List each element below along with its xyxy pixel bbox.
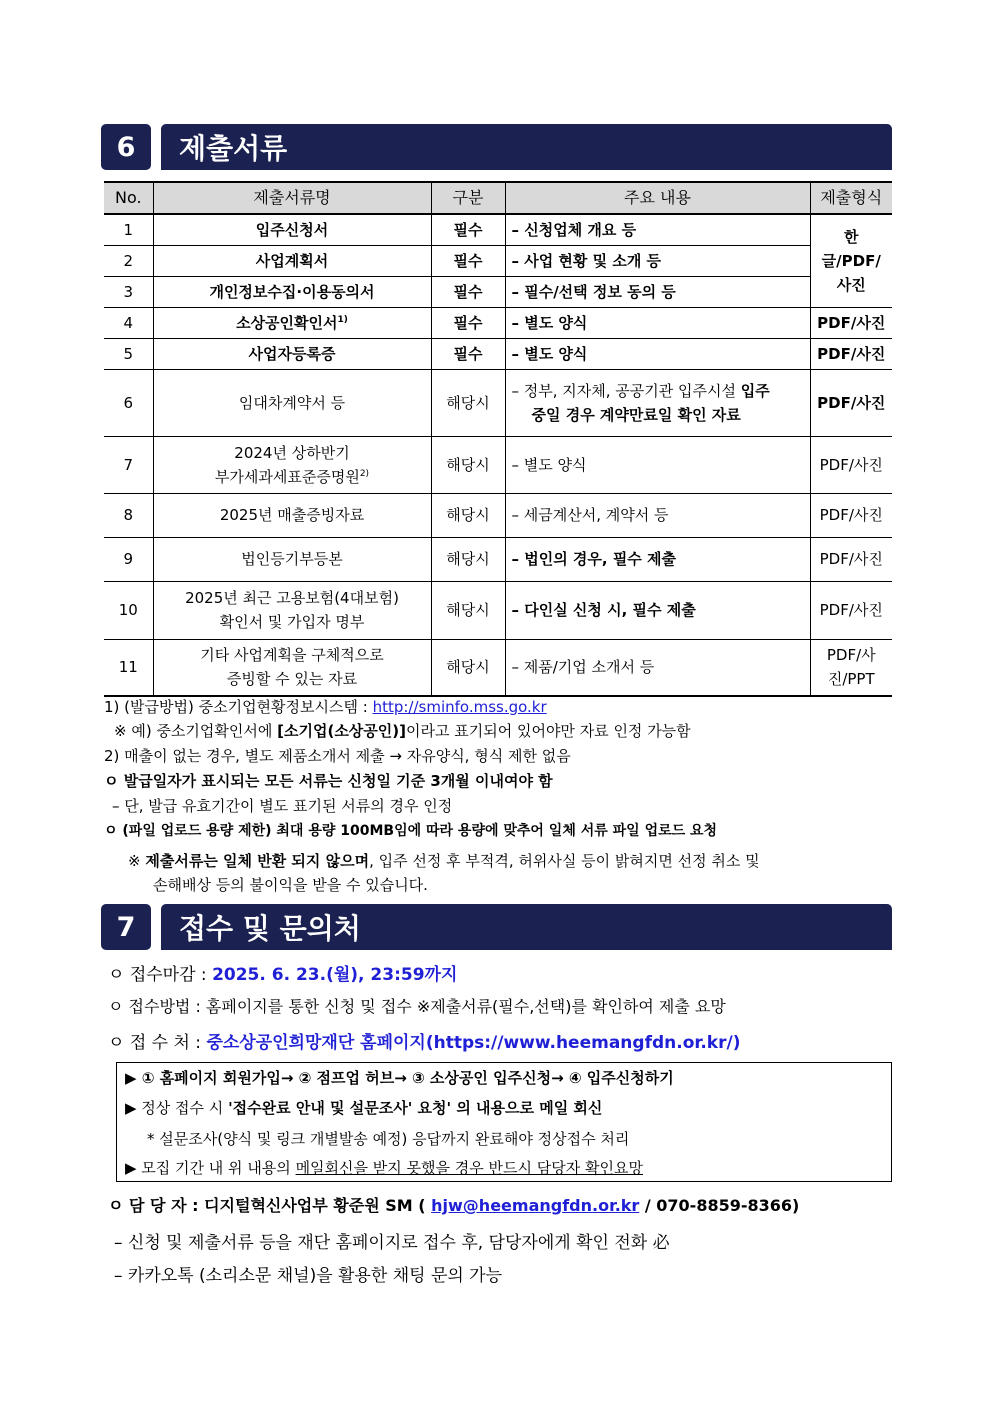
note-no-return-line-2: 손해배상 등의 불이익을 받을 수 있습니다. [153, 876, 428, 894]
cell-format: PDF/사진 [810, 436, 892, 493]
example-bold: [소기업(소상공인)] [277, 722, 406, 740]
cell-content: – 사업 현황 및 소개 등 [505, 245, 810, 276]
deadline-label: ㅇ 접수마감 : [108, 965, 213, 985]
reply-line [125, 1097, 602, 1118]
section-6-title: 제출서류 [161, 124, 892, 170]
contact-phone: / 070-8859-8366) [639, 1196, 800, 1215]
cell-no: 3 [104, 276, 153, 307]
cell-content: – 별도 양식 [505, 436, 810, 493]
cell-doc-name [153, 639, 431, 696]
header-type: 구분 [431, 182, 505, 214]
cell-doc-name [153, 436, 431, 493]
format-text: 한글/PDF/사진 [821, 227, 881, 294]
format-text: PDF/사진/PPT [826, 646, 876, 689]
cell-content [505, 369, 810, 436]
footnote-ref: 1) [337, 314, 348, 325]
doc-name-text: 부가세과세표준증명원 [214, 467, 360, 486]
note-rest: , 입주 선정 후 부적격, 허위사실 등이 밝혀지면 선정 취소 및 [369, 852, 760, 870]
cell-content: – 세금계산서, 계약서 등 [505, 493, 810, 537]
cell-doc-name: 사업자등록증 [153, 338, 431, 369]
cell-content: – 제품/기업 소개서 등 [505, 639, 810, 696]
note-bold: 제출서류는 일체 반환 되지 않으며 [145, 852, 370, 870]
cell-doc-name [153, 307, 431, 338]
warning-underlined: 메일회신을 받지 못했을 경우 반드시 담당자 확인요망 [295, 1159, 643, 1177]
cell-format: PDF/사진 [810, 493, 892, 537]
cell-type: 해당시 [431, 537, 505, 581]
cell-content: – 신청업체 개요 등 [505, 214, 810, 245]
cell-doc-name: 입주신청서 [153, 214, 431, 245]
cell-no: 6 [104, 369, 153, 436]
table-row [104, 436, 892, 493]
submission-documents-table [104, 181, 892, 697]
note-upload-limit: ㅇ (파일 업로드 용량 제한) 최대 용량 100MB임에 따라 용량에 맞추어 일체 서류 파일 업로드 요청 [104, 823, 718, 839]
table-row [104, 369, 892, 436]
warning-line [125, 1157, 643, 1178]
deadline-line [108, 960, 457, 985]
cell-type: 필수 [431, 276, 505, 307]
steps-line: ▶ ① 홈페이지 회원가입→ ② 점프업 허브→ ③ 소상공인 입주신청→ ④ 입주신청하기 [125, 1069, 674, 1087]
footnote-2: 2) 매출이 없는 경우, 별도 제품소개서 제출 → 자유양식, 형식 제한 없음 [104, 747, 571, 765]
place-line [108, 1028, 740, 1053]
method-line: ㅇ 접수방법 : 홈페이지를 통한 신청 및 접수 ※제출서류(필수,선택)를 확인하여 제출 요망 [108, 997, 726, 1016]
survey-line: * 설문조사(양식 및 링크 개별발송 예정) 응답까지 완료해야 정상접수 처리 [147, 1130, 630, 1148]
cell-doc-name: 법인등기부등본 [153, 537, 431, 581]
reply-text: ▶ 정상 접수 시 [125, 1099, 229, 1117]
cell-doc-name [153, 581, 431, 639]
contact-line [108, 1193, 799, 1216]
content-line-1 [512, 379, 806, 403]
cell-type: 필수 [431, 214, 505, 245]
table-row [104, 537, 892, 581]
cell-format: PDF/사진 [810, 581, 892, 639]
note-exception: – 단, 발급 유효기간이 별도 표기된 서류의 경우 인정 [112, 797, 453, 815]
header-content: 주요 내용 [505, 182, 810, 214]
cell-type: 필수 [431, 338, 505, 369]
cell-format: PDF/사진 [810, 537, 892, 581]
table-row [104, 338, 892, 369]
note-issue-date: ㅇ 발급일자가 표시되는 모든 서류는 신청일 기준 3개월 이내여야 함 [104, 772, 553, 790]
cell-type: 해당시 [431, 436, 505, 493]
footnote-1 [104, 696, 547, 717]
table-row [104, 307, 892, 338]
cell-format: PDF/사진 [810, 307, 892, 338]
doc-name-line-2: 확인서 및 가입자 명부 [219, 613, 365, 631]
cell-doc-name: 2025년 매출증빙자료 [153, 493, 431, 537]
cell-type: 해당시 [431, 493, 505, 537]
cell-format [810, 214, 892, 307]
cell-doc-name: 임대차계약서 등 [153, 369, 431, 436]
cell-no: 1 [104, 214, 153, 245]
table-row [104, 493, 892, 537]
doc-name-line-1: 기타 사업계획을 구체적으로 [200, 646, 384, 665]
footnote-1-text: 1) (발급방법) 중소기업현황정보시스템 : [104, 698, 373, 716]
doc-name-line-2 [158, 465, 427, 489]
doc-name-line-2: 증빙할 수 있는 자료 [226, 670, 358, 689]
note-mark: ※ [128, 852, 141, 870]
reply-bold: '접수완료 안내 및 설문조사' 요청' 의 내용으로 메일 회신 [228, 1099, 603, 1117]
content-bold: 입주 [740, 381, 770, 400]
header-doc-name: 제출서류명 [153, 182, 431, 214]
place-value[interactable]: 중소상공인희망재단 홈페이지(https://www.heemangfdn.or.kr/) [206, 1033, 741, 1053]
deadline-value: 2025. 6. 23.(월), 23:59까지 [212, 965, 458, 985]
cell-content: – 별도 양식 [505, 338, 810, 369]
cell-content: – 별도 양식 [505, 307, 810, 338]
header-format: 제출형식 [810, 182, 892, 214]
note-no-return [128, 850, 760, 871]
table-header-row [104, 182, 892, 214]
table-row [104, 245, 892, 276]
cell-content: – 필수/선택 정보 동의 등 [505, 276, 810, 307]
cell-no: 7 [104, 436, 153, 493]
doc-name-line-1: 2025년 최근 고용보험(4대보험) [185, 589, 399, 607]
cell-no: 10 [104, 581, 153, 639]
doc-name-text: 소상공인확인서 [236, 313, 338, 332]
application-steps-box [116, 1062, 892, 1182]
contact-label: ㅇ 담 당 자 : 디지털혁신사업부 황준원 SM ( [108, 1196, 432, 1215]
sminfo-link[interactable]: http://sminfo.mss.go.kr [372, 698, 547, 716]
table-row [104, 276, 892, 307]
place-label: ㅇ 접 수 처 : [108, 1033, 207, 1053]
cell-no: 8 [104, 493, 153, 537]
table-row [104, 581, 892, 639]
cell-content: – 다인실 신청 시, 필수 제출 [505, 581, 810, 639]
cell-format: PDF/사진 [810, 369, 892, 436]
contact-email-link[interactable]: hjw@heemangfdn.or.kr [431, 1196, 640, 1215]
example-text: ※ 예) 중소기업확인서에 [114, 722, 278, 740]
cell-content: – 법인의 경우, 필수 제출 [505, 537, 810, 581]
warning-text: ▶ 모집 기간 내 위 내용의 [125, 1159, 296, 1177]
cell-type: 해당시 [431, 369, 505, 436]
section-7-number: 7 [101, 904, 151, 950]
table-row [104, 639, 892, 696]
after-note-2: – 카카오톡 (소리소문 채널)을 활용한 채팅 문의 가능 [114, 1266, 503, 1286]
cell-no: 4 [104, 307, 153, 338]
section-6-number: 6 [101, 124, 151, 170]
footnote-ref: 2) [359, 468, 370, 479]
after-note-1: – 신청 및 제출서류 등을 재단 홈페이지로 접수 후, 담당자에게 확인 전화 必 [114, 1233, 670, 1253]
section-7-title: 접수 및 문의처 [161, 904, 892, 950]
content-text: – 정부, 지자체, 공공기관 입주시설 [511, 381, 736, 400]
cell-type: 필수 [431, 307, 505, 338]
cell-no: 2 [104, 245, 153, 276]
cell-type: 해당시 [431, 639, 505, 696]
footnote-1-example [114, 720, 691, 741]
content-line-2: 중일 경우 계약만료일 확인 자료 [531, 405, 741, 424]
cell-no: 9 [104, 537, 153, 581]
cell-doc-name: 개인정보수집·이용동의서 [153, 276, 431, 307]
cell-format: PDF/사진 [810, 338, 892, 369]
table-row [104, 214, 892, 245]
cell-format [810, 639, 892, 696]
header-no: No. [104, 182, 153, 214]
cell-no: 5 [104, 338, 153, 369]
cell-type: 해당시 [431, 581, 505, 639]
example-text-rest: 이라고 표기되어 있어야만 자료 인정 가능함 [406, 722, 691, 740]
cell-no: 11 [104, 639, 153, 696]
cell-doc-name: 사업계획서 [153, 245, 431, 276]
cell-type: 필수 [431, 245, 505, 276]
doc-name-line-1: 2024년 상하반기 [234, 443, 350, 462]
